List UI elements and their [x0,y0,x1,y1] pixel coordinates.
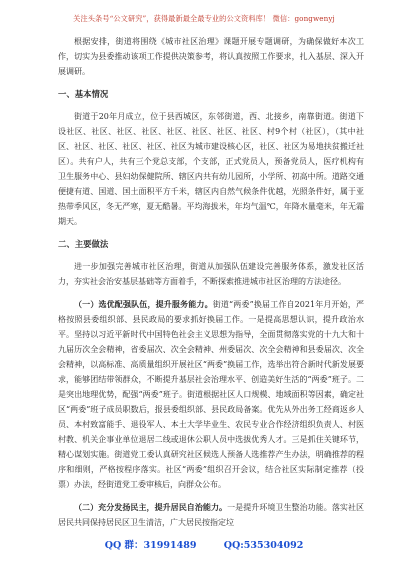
section-2-heading: 二、主要做法 [58,239,109,249]
section-2-intro: 进一步加强完善城市社区治理，街道从加强队伍建设完善服务体系，激发社区活力，夯实社会治安基层基础等方面着手，不断探索推进城市社区治理的方法途径。 [58,262,364,286]
footer-qq-number: QQ:535304092 [223,540,304,551]
subsection-1-paragraph [58,297,364,492]
subsection-1-body: 街道“两委”换届工作自2021年月开始，严格按照县委组织部、县民政局的要求抓好换届工作。一是提高思想认识，提升政治水平。坚持以习近平新时代中国特色社会主义思想为指导，全面贯彻落实党的十九大和十九届历次全会精神，省委届次、次全会精神、州委届次、次全会精神和县委届次、次全会精神，以高标准、高质量组织开展社区“两委”换届工作，选举出符合新时代新发展要求，能够团结带领群众，不断提升基层社会治理水平、创造美好生活的“两委”班子。二是突出地理优势，配强“两委”班子。街道根据社区人口规模、地域面积等因素，确定社区“两委”班子成员职数后，报县委组织部、县民政局备案。优先从外出务工经商返乡人员、本村致富能手、退役军人、本土大学毕业生、农民专业合作经济组织负责人、村医村教、机关企事业单位退居二线或退休公职人员中选拔优秀人才。三是抓住关键环节，精心谋划实施。街道党工委认真研究社区候选人预备人选推荐产生办法，明确推荐的程序和细则，严格按程序落实。社区“两委”组织召开会议，结合社区实际制定推荐（投票）办法，经街道党工委审核后，向群众公布。 [58,300,364,489]
intro-paragraph: 根据安排，街道将围绕《城市社区治理》课题开展专题调研，为确保做好本次工作，切实为县委推动该项工作提供决策参考，将认真按照工作要求，扎入基层、深入开展调研。 [58,37,364,76]
subsection-2-title: （二）充分发扬民主，提升居民自治能力。 [74,502,228,512]
subsection-2-body: 一是提升环境卫生整治功能。落实社区居民共同保持居民区卫生清洁，广大居民按指定垃 [58,503,365,527]
header-notice: 关注头条号“公文研究”，获得最新最全最专业的公文资料库！ 微信：gongwenyj [73,14,335,23]
document-body [58,34,364,538]
section-1-heading: 一、基本情况 [58,89,109,99]
section-1-body: 街道于20年月成立，位于县西城区，东邻街道，西、北接乡，南靠街道。街道下设社区、社区、社区、社区、社区、社区、社区、社区、村9个村（社区），（其中社区、社区、社区、社区、社区、社区为城市建设核心区，社区、社区为易地扶贫搬迁社区）。共有户人，共有三个党总支部，个支部，正式党员人，预备党员人，医疗机构有卫生服务中心、县妇幼保健院所、辖区内共有幼儿园所，小学所、初高中所。道路交通便捷有道、国道、国土面积平方千米，辖区内自然气候条件优越，光照条件好，属于亚热带季风区，冬无严寒，夏无酷暑。平均海拔米，年均气温℃，年降水量毫米，年无霜期天。 [58,112,364,226]
subsection-2-paragraph [58,500,364,530]
footer-contact [0,537,408,551]
footer-qq-group: QQ 群：31991489 [104,540,197,551]
subsection-1-title: （一）选优配强队伍，提升服务能力。 [74,299,213,309]
